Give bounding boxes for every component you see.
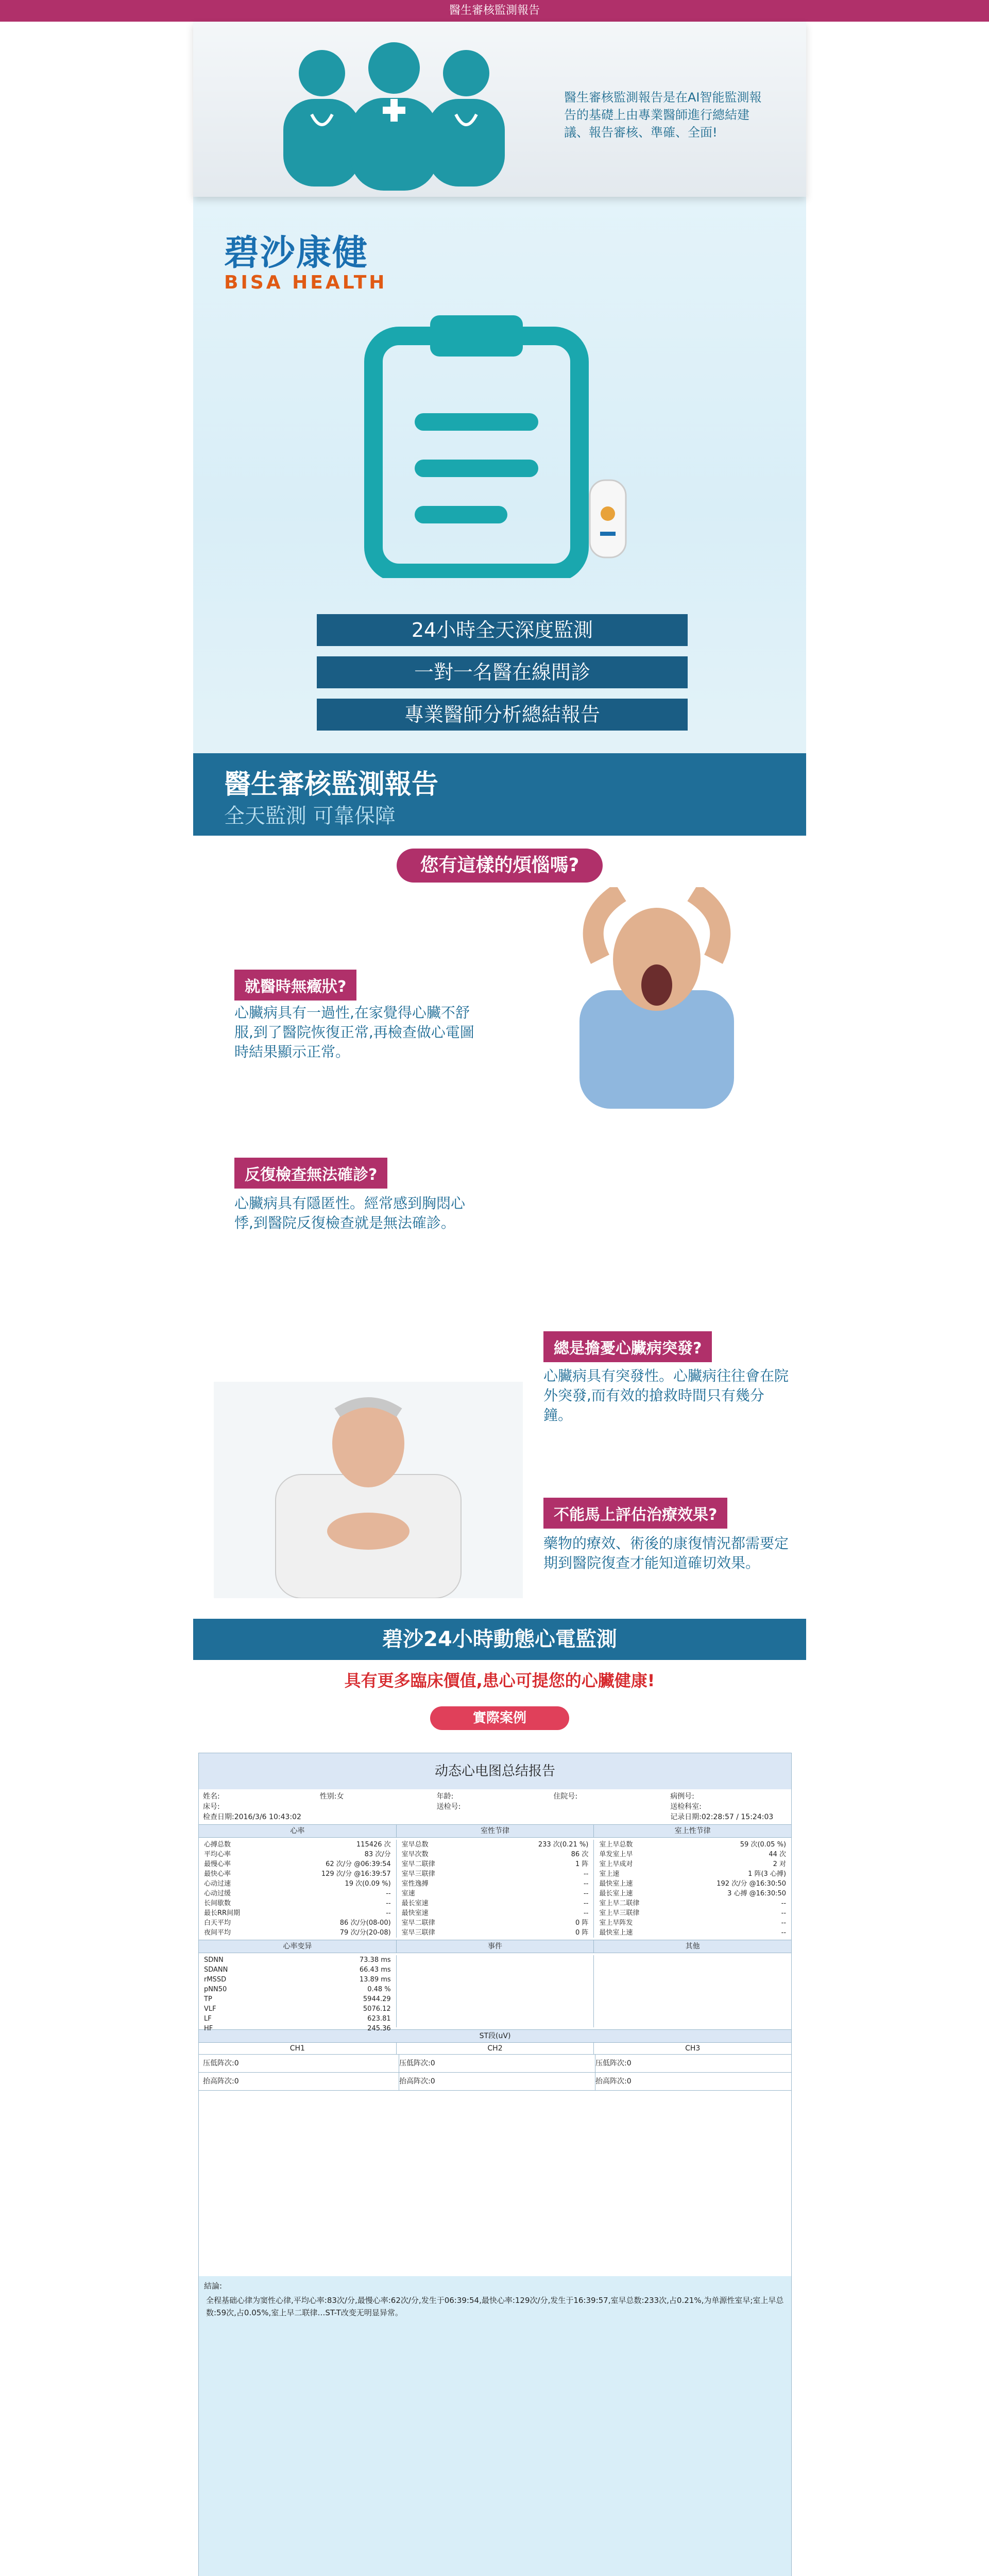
stat-value: 623.81 <box>367 2015 391 2023</box>
brand-name-en: BISA HEALTH <box>224 272 387 293</box>
conclusion-area <box>199 2276 791 2576</box>
stat-label: 最快心率 <box>204 1870 231 1878</box>
stat-value: 59 次(0.05 %) <box>740 1841 787 1849</box>
stat-label: 室速 <box>401 1890 415 1897</box>
stat-row <box>199 1899 396 1908</box>
stressed-man-photo <box>533 887 775 1109</box>
stat-value: -- <box>583 1880 589 1888</box>
stat-value: 0 阵 <box>575 1919 589 1927</box>
stat-value: 115426 次 <box>356 1841 391 1849</box>
header-cell: 送检科室: <box>670 1803 702 1811</box>
stat-value: 73.38 ms <box>359 1956 391 1964</box>
stat-label: rMSSD <box>204 1976 227 1984</box>
st-cell: 抬高阵次:0 <box>399 2073 595 2090</box>
stat-label: 室早次数 <box>401 1851 429 1858</box>
stat-label: 室早总数 <box>401 1841 429 1849</box>
stat-value: 62 次/分 @06:39:54 <box>326 1860 391 1868</box>
stat-label: HF <box>204 2025 213 2032</box>
feature-label-1: 24小時全天深度監測 <box>317 614 688 646</box>
col-head: 事件 <box>397 1940 594 1953</box>
stat-row <box>199 1908 396 1918</box>
stat-value: 44 次 <box>769 1851 787 1858</box>
stat-label: 室上早二联律 <box>599 1900 640 1907</box>
header-cell: 年龄: <box>436 1792 454 1801</box>
conclusion-label: 結論: <box>204 2281 223 2291</box>
stat-label: 夜间平均 <box>204 1929 231 1937</box>
stat-value: -- <box>583 1890 589 1897</box>
stat-row <box>199 1840 396 1850</box>
worries-pill: 您有這樣的煩惱嗎? <box>397 849 603 883</box>
report-hrv-heads <box>199 1940 791 1953</box>
stat-label: 室上早阵发 <box>599 1919 633 1927</box>
stat-row <box>199 1928 396 1938</box>
page-container <box>193 22 806 2576</box>
stat-row <box>199 2024 396 2033</box>
stat-row <box>397 1840 594 1850</box>
stat-label: 室上早三联律 <box>599 1909 640 1917</box>
st-cell: 压低阵次:0 <box>203 2055 399 2072</box>
stat-label: LF <box>204 2015 212 2023</box>
hero-band <box>193 753 806 836</box>
stat-row <box>199 1965 396 1975</box>
report-header-row <box>203 1791 787 1802</box>
ventricular-stats <box>397 1840 594 1938</box>
worry-text-2: 心臟病具有隱匿性。經常感到胸悶心悸,到醫院反復檢查就是無法確診。 <box>234 1195 466 1231</box>
header-cell: 住院号: <box>553 1792 578 1801</box>
stat-row <box>397 1869 594 1879</box>
stat-label: 室早二联律 <box>401 1860 435 1868</box>
stat-value: 0 阵 <box>575 1929 589 1937</box>
worry-text-1: 心臟病具有一過性,在家覺得心臟不舒服,到了醫院恢復正常,再檢查做心電圖時結果顯示正常。 <box>234 1004 474 1060</box>
col-head: 心率 <box>199 1825 397 1837</box>
stat-label: 室性逸搏 <box>401 1880 429 1888</box>
stat-value: 13.89 ms <box>359 1976 391 1984</box>
stat-row <box>594 1879 791 1889</box>
header-cell: 性别:女 <box>319 1792 344 1801</box>
case-report <box>198 1753 792 2576</box>
case-report-title: 动态心电图总结报告 <box>199 1753 791 1789</box>
report-header-row <box>203 1802 787 1812</box>
case-report-header <box>199 1789 791 1825</box>
holter-subtitle: 具有更多臨床價值,患心可提您的心臟健康! <box>344 1671 655 1690</box>
stat-value: -- <box>386 1890 391 1897</box>
stat-value: 19 次(0.09 %) <box>345 1880 391 1888</box>
st-head: CH1 <box>199 2043 397 2054</box>
report-hrv <box>199 1953 791 2030</box>
stat-label: 长间歇数 <box>204 1900 231 1907</box>
stat-row <box>199 2004 396 2014</box>
stat-row <box>199 2014 396 2024</box>
stat-value: 86 次 <box>571 1851 589 1858</box>
stat-value: 66.43 ms <box>359 1966 391 1974</box>
header-cell <box>320 1802 437 1812</box>
header-cell: 记录日期:02:28:57 / 15:24:03 <box>670 1813 774 1821</box>
stat-row <box>199 1994 396 2004</box>
stat-row <box>199 1850 396 1859</box>
clipboard-icon <box>363 310 590 578</box>
report-stats <box>199 1838 791 1940</box>
header-cell: 送检号: <box>436 1803 461 1811</box>
stat-row <box>397 1908 594 1918</box>
stat-row <box>397 1859 594 1869</box>
stat-row <box>594 1928 791 1938</box>
worry-tag-2: 反復檢查無法確診? <box>234 1158 387 1189</box>
stat-label: 平均心率 <box>204 1851 231 1858</box>
st-title: ST段(uV) <box>199 2030 791 2043</box>
stat-label: VLF <box>204 2005 216 2013</box>
brand-name-cn: 碧沙康健 <box>224 232 369 274</box>
stat-row <box>397 1850 594 1859</box>
stat-label: 最快室上速 <box>599 1929 633 1937</box>
stat-label: SDANN <box>204 1966 228 1974</box>
st-head: CH3 <box>685 2044 701 2053</box>
stat-label: 心动过速 <box>204 1880 231 1888</box>
header-cell: 床号: <box>203 1803 220 1811</box>
stat-label: 最快室上速 <box>599 1880 633 1888</box>
st-row <box>199 2073 791 2091</box>
st-heads <box>199 2043 791 2055</box>
st-cell: 抬高阵次:0 <box>203 2073 399 2090</box>
stat-label: 单发室上早 <box>599 1851 633 1858</box>
header-cell <box>553 1802 670 1812</box>
stat-value: 5076.12 <box>363 2005 391 2013</box>
stat-value: 2 对 <box>773 1860 787 1868</box>
ecg-device-icon <box>585 475 631 563</box>
stat-value: -- <box>583 1900 589 1907</box>
worry-tag-1: 就醫時無癥狀? <box>234 970 356 1001</box>
stat-row <box>397 1879 594 1889</box>
stat-row <box>199 1918 396 1928</box>
hero-section <box>193 22 806 836</box>
worry-text-3: 心臟病具有突發性。心臟病往往會在院外突發,而有效的搶救時間只有幾分鐘。 <box>543 1367 789 1423</box>
stat-row <box>199 1955 396 1965</box>
stat-row <box>594 1918 791 1928</box>
stat-label: 室早二联律 <box>401 1919 435 1927</box>
worry-tag-3: 總是擔憂心臟病突發? <box>543 1331 712 1362</box>
stat-value: 192 次/分 @16:30:50 <box>717 1880 787 1888</box>
stat-row <box>594 1869 791 1879</box>
stat-label: 室早三联律 <box>401 1929 435 1937</box>
hero-band-title: 醫生審核監測報告 <box>224 769 439 800</box>
col-head: 其他 <box>685 1942 700 1951</box>
stat-label: pNN50 <box>204 1986 227 1993</box>
header-cell: 检查日期:2016/3/6 10:43:02 <box>203 1813 301 1821</box>
stat-row <box>397 1889 594 1899</box>
stat-row <box>594 1850 791 1859</box>
col-head: 室性节律 <box>397 1825 594 1837</box>
top-title: 醫生審核監測報告 <box>449 4 540 17</box>
stat-label: 最长RR间期 <box>204 1909 241 1917</box>
stat-row <box>594 1859 791 1869</box>
hrv-stats <box>199 1955 397 2032</box>
elderly-man-photo <box>214 1382 523 1598</box>
hero-band-subtitle: 全天監測 可靠保障 <box>224 804 396 828</box>
stat-row <box>594 1889 791 1899</box>
stat-row <box>199 1869 396 1879</box>
stat-row <box>594 1908 791 1918</box>
feature-label-3: 專業醫師分析總結報告 <box>317 699 688 731</box>
stat-value: -- <box>386 1900 391 1907</box>
col-head: 室上性节律 <box>674 1827 711 1835</box>
stat-value: -- <box>781 1929 787 1937</box>
st-cell: 压低阵次:0 <box>399 2055 595 2072</box>
hero-card <box>193 22 806 197</box>
stat-label: 心搏总数 <box>204 1841 231 1849</box>
stat-value: 3 心搏 @16:30:50 <box>727 1890 787 1897</box>
stat-value: 86 次/分(08-00) <box>339 1919 391 1927</box>
stat-label: 最长室上速 <box>599 1890 633 1897</box>
stat-label: TP <box>204 1995 212 2003</box>
report-header-row <box>203 1812 787 1822</box>
stat-value: 0.48 % <box>367 1986 391 1993</box>
stat-value: -- <box>781 1909 787 1917</box>
stat-label: 室早三联律 <box>401 1870 435 1878</box>
stat-value: 5944.29 <box>363 1995 391 2003</box>
stat-value: 1 阵(3 心搏) <box>748 1870 787 1878</box>
report-col-heads <box>199 1825 791 1838</box>
supraventricular-stats <box>594 1840 791 1938</box>
stat-value: 79 次/分(20-08) <box>339 1929 391 1937</box>
stat-value: -- <box>781 1900 787 1907</box>
stat-value: 83 次/分 <box>364 1851 391 1858</box>
doctors-illustration <box>234 37 554 192</box>
stat-label: 室上早成对 <box>599 1860 633 1868</box>
stat-value: -- <box>781 1919 787 1927</box>
feature-label-2: 一對一名醫在線問診 <box>317 656 688 688</box>
brand-logo <box>224 225 387 293</box>
stat-value: 233 次(0.21 %) <box>538 1841 589 1849</box>
stat-row <box>199 1975 396 1985</box>
stat-value: -- <box>583 1870 589 1878</box>
top-title-bar <box>0 0 989 22</box>
conclusion-text: 全程基础心律为窦性心律,平均心率:83次/分,最慢心率:62次/分,发生于06:39:54,最快心率:129次/分,发生于16:39:57,室早总数:233次,占0.21%,为单源性室早;室上早总数:59次,占0.05%,室上早二联律…ST-T改变无明显异常。 <box>206 2296 784 2317</box>
st-cell: 抬高阵次:0 <box>595 2077 632 2086</box>
stat-value: 1 阵 <box>575 1860 589 1868</box>
stat-label: 白天平均 <box>204 1919 231 1927</box>
col-head: 心率变异 <box>199 1940 397 1953</box>
stat-row <box>199 1859 396 1869</box>
stat-label: 最长室速 <box>401 1900 429 1907</box>
header-cell: 姓名: <box>203 1792 220 1801</box>
heart-rate-stats <box>199 1840 397 1938</box>
stat-value: -- <box>386 1909 391 1917</box>
stat-row <box>594 1899 791 1908</box>
stat-label: 室上早总数 <box>599 1841 633 1849</box>
stat-row <box>199 1985 396 1994</box>
hero-card-text: 醫生審核監測報告是在AI智能監測報告的基礎上由專業醫師進行總結建議、報告審核、準確、全面! <box>564 90 762 140</box>
header-cell: 病例号: <box>670 1792 694 1801</box>
stat-row <box>397 1918 594 1928</box>
stat-value: -- <box>583 1909 589 1917</box>
stat-label: 最快室速 <box>401 1909 429 1917</box>
stat-row <box>594 1840 791 1850</box>
stat-row <box>397 1928 594 1938</box>
worry-tag-4: 不能馬上評估治療效果? <box>543 1498 727 1529</box>
stat-row <box>199 1879 396 1889</box>
holter-band: 碧沙24小時動態心電監測 <box>193 1619 806 1660</box>
stat-value: 129 次/分 @16:39:57 <box>321 1870 391 1878</box>
stat-row <box>199 1889 396 1899</box>
case-pill: 實際案例 <box>430 1706 569 1730</box>
stat-label: 室上速 <box>599 1870 620 1878</box>
stat-value: 245.36 <box>367 2025 391 2032</box>
stat-label: 心动过缓 <box>204 1890 231 1897</box>
stat-label: 最慢心率 <box>204 1860 231 1868</box>
worry-text-4: 藥物的療效、術後的康復情況都需要定期到醫院復查才能知道確切效果。 <box>543 1535 789 1571</box>
st-row <box>199 2055 791 2073</box>
stat-row <box>397 1899 594 1908</box>
st-cell: 压低阵次:0 <box>595 2059 632 2067</box>
stat-label: SDNN <box>204 1956 224 1964</box>
st-head: CH2 <box>397 2043 594 2054</box>
